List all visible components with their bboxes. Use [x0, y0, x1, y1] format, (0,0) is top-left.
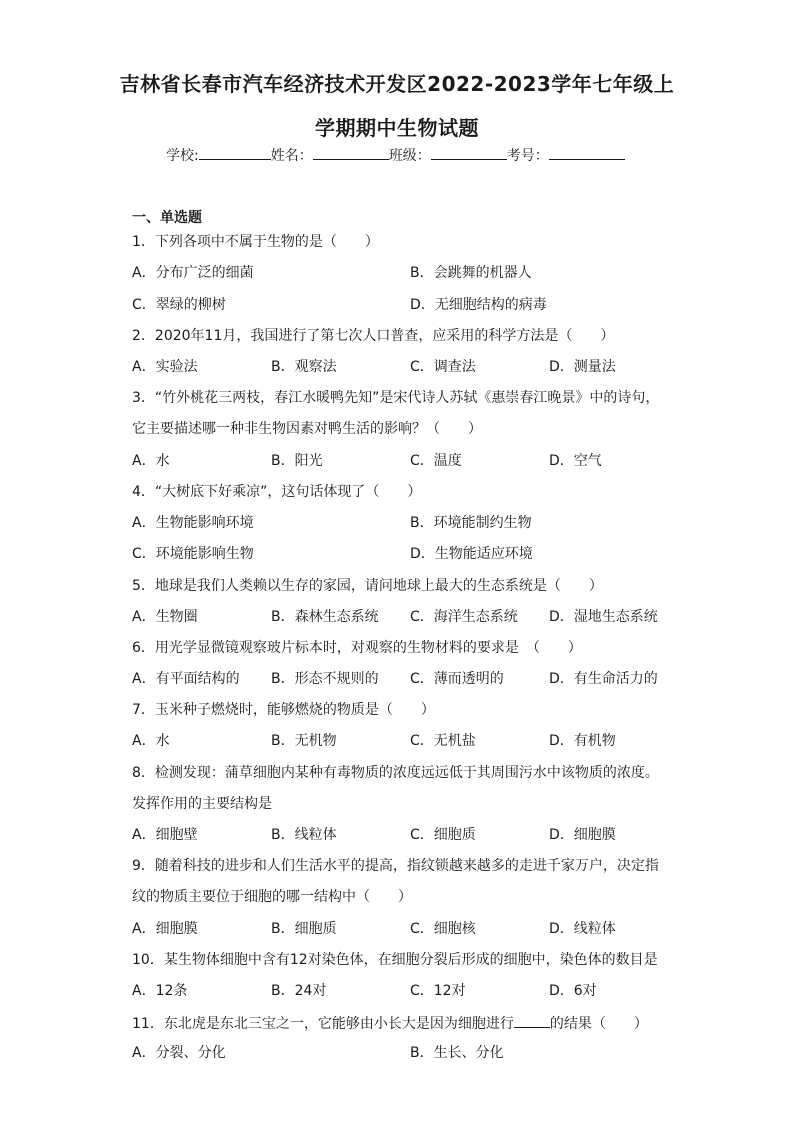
question-4-option-c[interactable]: C．环境能影响生物 [132, 546, 254, 562]
question-1-option-c[interactable]: C．翠绿的柳树 [132, 297, 226, 313]
question-5-option-b[interactable]: B．森林生态系统 [271, 609, 379, 625]
question-4-option-d[interactable]: D．生物能适应环境 [410, 546, 533, 562]
question-1-stem: 1．下列各项中不属于生物的是（ ） [132, 234, 379, 250]
question-9-stem-line-2: 纹的物质主要位于细胞的哪一结构中（ ） [132, 889, 412, 905]
question-7-stem: 7．玉米种子燃烧时，能够燃烧的物质是（ ） [132, 702, 435, 718]
question-11-option-a[interactable]: A．分裂、分化 [132, 1045, 226, 1061]
question-9-option-b[interactable]: B．细胞质 [271, 921, 337, 937]
question-10-option-c[interactable]: C．12对 [410, 983, 466, 999]
number-label: 考号： [506, 148, 549, 164]
question-7-option-d[interactable]: D．有机物 [549, 733, 616, 749]
name-label: 姓名： [270, 148, 313, 164]
question-11-stem [132, 1013, 648, 1033]
question-11-fill-blank[interactable] [514, 1013, 550, 1028]
question-11-stem-pre: 11．东北虎是东北三宝之一，它能够由小长大是因为细胞进行 [132, 1016, 514, 1032]
question-10-option-a[interactable]: A．12条 [132, 983, 188, 999]
question-8-option-b[interactable]: B．线粒体 [271, 827, 337, 843]
question-6-option-c[interactable]: C．薄而透明的 [410, 671, 504, 687]
question-1-option-a[interactable]: A．分布广泛的细菌 [132, 265, 254, 281]
question-7-option-b[interactable]: B．无机物 [271, 733, 337, 749]
class-blank[interactable] [431, 145, 507, 160]
question-10-option-d[interactable]: D．6对 [549, 983, 597, 999]
question-9-stem-line-1: 9．随着科技的进步和人们生活水平的提高，指纹锁越来越多的走进千家万户，决定指 [132, 858, 659, 874]
class-label: 班级： [388, 148, 431, 164]
question-2-option-a[interactable]: A．实验法 [132, 359, 198, 375]
question-3-stem-line-2: 它主要描述哪一种非生物因素对鸭生活的影响？（ ） [132, 421, 482, 437]
question-5-option-c[interactable]: C．海洋生态系统 [410, 609, 518, 625]
question-6-stem: 6．用光学显微镜观察玻片标本时，对观察的生物材料的要求是 （ ） [132, 640, 582, 656]
question-2-option-d[interactable]: D．测量法 [549, 359, 616, 375]
school-label: 学校: [166, 148, 199, 164]
question-9-option-d[interactable]: D．线粒体 [549, 921, 616, 937]
question-6-option-d[interactable]: D．有生命活力的 [549, 671, 658, 687]
question-7-option-a[interactable]: A．水 [132, 733, 170, 749]
question-5-option-d[interactable]: D．湿地生态系统 [549, 609, 658, 625]
question-8-option-d[interactable]: D．细胞膜 [549, 827, 616, 843]
question-2-stem: 2．2020年11月，我国进行了第七次人口普查，应采用的科学方法是（ ） [132, 328, 615, 344]
number-blank[interactable] [549, 145, 625, 160]
question-3-option-d[interactable]: D．空气 [549, 453, 602, 469]
question-3-option-b[interactable]: B．阳光 [271, 453, 323, 469]
question-11-option-b[interactable]: B．生长、分化 [410, 1045, 504, 1061]
question-4-option-a[interactable]: A．生物能影响环境 [132, 515, 254, 531]
question-6-option-a[interactable]: A．有平面结构的 [132, 671, 240, 687]
student-info-row [166, 145, 625, 165]
question-10-stem: 10．某生物体细胞中含有12对染色体，在细胞分裂后形成的细胞中，染色体的数目是 [132, 952, 658, 968]
name-blank[interactable] [313, 145, 389, 160]
title-line-2: 学期期中生物试题 [315, 116, 479, 140]
question-8-stem-line-2: 发挥作用的主要结构是 [132, 796, 272, 812]
question-1-option-b[interactable]: B．会跳舞的机器人 [410, 265, 532, 281]
question-2-option-b[interactable]: B．观察法 [271, 359, 337, 375]
question-9-option-c[interactable]: C．细胞核 [410, 921, 476, 937]
question-1-option-d[interactable]: D．无细胞结构的病毒 [410, 297, 547, 313]
question-4-option-b[interactable]: B．环境能制约生物 [410, 515, 532, 531]
question-8-stem-line-1: 8．检测发现：蒲草细胞内某种有毒物质的浓度远远低于其周围污水中该物质的浓度。 [132, 765, 659, 781]
question-3-stem-line-1: 3．“竹外桃花三两枝，春江水暖鸭先知”是宋代诗人苏轼《惠崇春江晚景》中的诗句， [132, 390, 660, 406]
question-3-option-a[interactable]: A．水 [132, 453, 170, 469]
section-heading: 一、单选题 [132, 210, 202, 226]
question-7-option-c[interactable]: C．无机盐 [410, 733, 476, 749]
question-5-stem: 5．地球是我们人类赖以生存的家园，请问地球上最大的生态系统是（ ） [132, 578, 603, 594]
question-4-stem: 4．“大树底下好乘凉”，这句话体现了（ ） [132, 484, 422, 500]
question-6-option-b[interactable]: B．形态不规则的 [271, 671, 379, 687]
question-5-option-a[interactable]: A．生物圈 [132, 609, 198, 625]
question-3-option-c[interactable]: C．温度 [410, 453, 462, 469]
question-2-option-c[interactable]: C．调查法 [410, 359, 476, 375]
question-11-stem-post: 的结果（ ） [549, 1016, 648, 1032]
question-8-option-a[interactable]: A．细胞壁 [132, 827, 198, 843]
question-8-option-c[interactable]: C．细胞质 [410, 827, 476, 843]
title-line-1: 吉林省长春市汽车经济技术开发区2022-2023学年七年级上 [119, 72, 675, 96]
question-10-option-b[interactable]: B．24对 [271, 983, 327, 999]
question-9-option-a[interactable]: A．细胞膜 [132, 921, 198, 937]
school-blank[interactable] [199, 145, 271, 160]
